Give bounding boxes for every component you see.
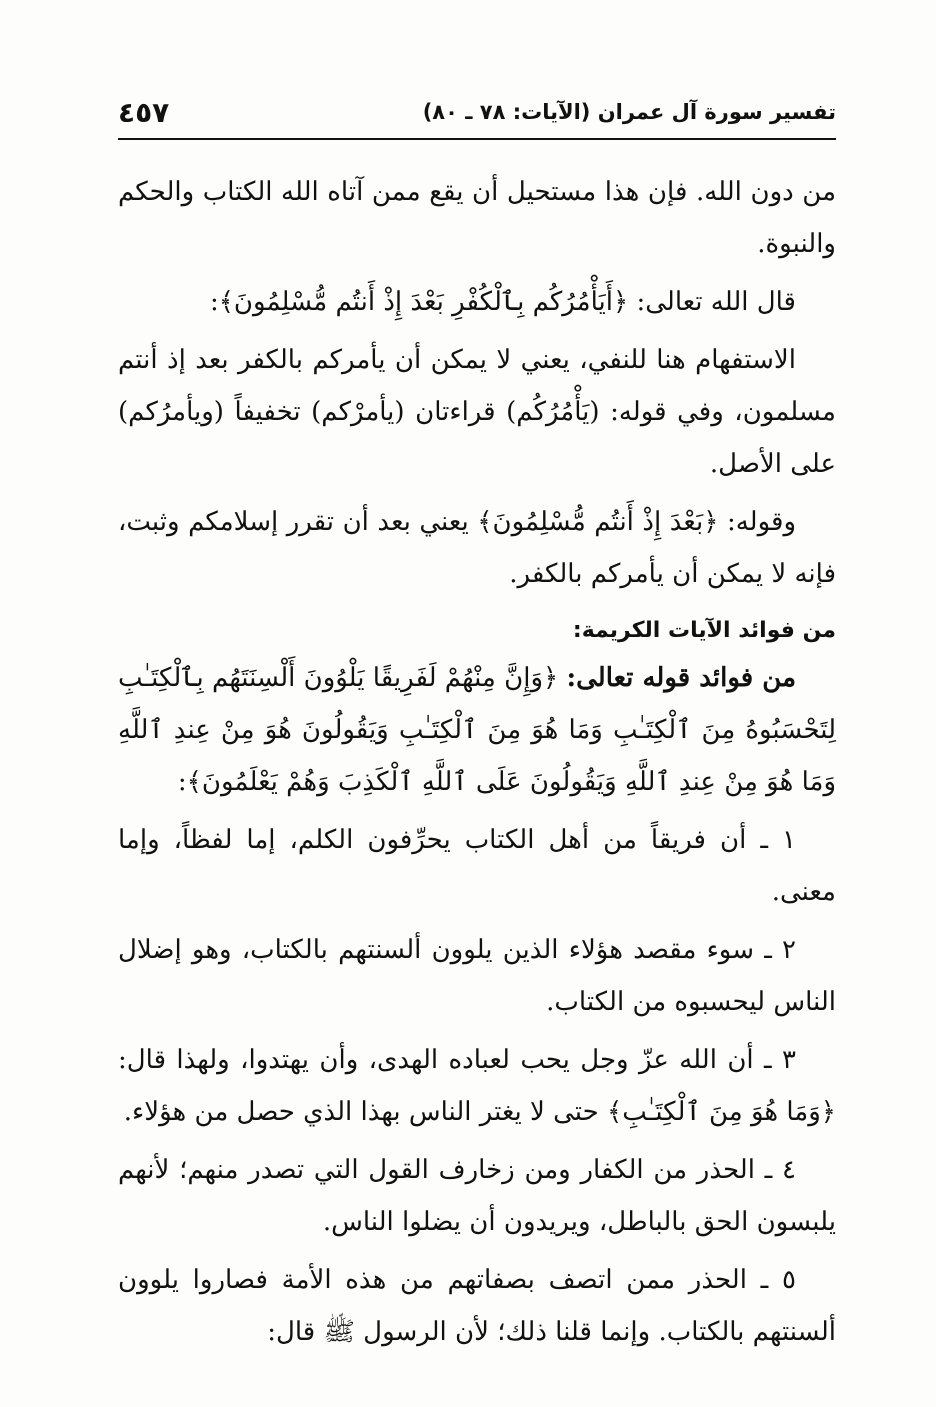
benefit-item-2: ٢ ـ سوء مقصد هؤلاء الذين يلوون ألسنتهم بالكتاب، وهو إضلال الناس ليحسبوه من الكتاب. <box>118 935 836 1017</box>
benefit-item-3 <box>118 1034 836 1138</box>
header-rule <box>118 138 836 140</box>
paragraph-continuation: من دون الله. فإن هذا مستحيل أن يقع ممن آتاه الله الكتاب والحكم والنبوة. <box>118 177 836 259</box>
commentary-intro: وقوله: <box>726 507 797 537</box>
quran-verse: ﴿أَيَأْمُرُكُم بِٱلْكُفْرِ بَعْدَ إِذْ أَنتُم مُّسْلِمُونَ﴾: <box>209 287 629 317</box>
paragraph-commentary <box>118 496 836 600</box>
paragraph-verse-quote <box>118 276 836 328</box>
benefits-intro: من فوائد قوله تعالى: <box>566 663 797 693</box>
paragraph-explanation: الاستفهام هنا للنفي، يعني لا يمكن أن يأمركم بالكفر بعد إذ أنتم مسلمون، وفي قوله: (يَأْمُرُكُم) قراءتان (يأمرْكم) تخفيفاً (ويأمرُكم) على الأصل. <box>118 345 836 479</box>
benefit-item-1: ١ ـ أن فريقاً من أهل الكتاب يحرِّفون الكلم، إما لفظاً، وإما معنى. <box>118 825 836 907</box>
page-number: ٤٥٧ <box>118 95 170 129</box>
quran-verse: ﴿وَإِنَّ مِنْهُمْ لَفَرِيقًا يَلْوُونَ أَلْسِنَتَهُم بِٱلْكِتَـٰبِ لِتَحْسَبُوهُ مِنَ ٱلْكِتَـٰبِ وَمَا هُوَ مِنَ ٱلْكِتَـٰبِ وَيَقُولُونَ هُوَ مِنْ عِندِ ٱللَّهِ وَمَا هُوَ مِنْ عِندِ ٱللَّهِ وَيَقُولُونَ عَلَى ٱللَّهِ ٱلْكَذِبَ وَهُمْ يَعْلَمُونَ﴾: <box>118 663 836 797</box>
benefit-3-intro: ٣ ـ أن الله عزّ وجل يحب لعباده الهدى، وأن يهتدوا، ولهذا قال: <box>118 1045 796 1075</box>
verse-intro: قال الله تعالى: <box>636 287 796 317</box>
quran-verse: ﴿وَمَا هُوَ مِنَ ٱلْكِتَـٰبِ﴾ <box>606 1097 836 1127</box>
commentary-rest: يعني بعد أن تقرر إسلامكم وثبت، فإنه لا يمكن أن يأمركم بالكفر. <box>118 507 836 589</box>
benefit-item-4: ٤ ـ الحذر من الكفار ومن زخارف القول التي تصدر منهم؛ لأنهم يلبسون الحق بالباطل، ويريدون أن يضلوا الناس. <box>118 1155 836 1237</box>
paragraph-benefits-verse <box>118 652 836 808</box>
running-title: تفسير سورة آل عمران (الآيات: ٧٨ ـ ٨٠) <box>422 100 836 124</box>
quran-verse: ﴿بَعْدَ إِذْ أَنتُم مُّسْلِمُونَ﴾ <box>477 507 719 537</box>
section-heading: من فوائد الآيات الكريمة: <box>572 618 836 643</box>
benefit-item-5: ٥ ـ الحذر ممن اتصف بصفاتهم من هذه الأمة فصاروا يلوون ألسنتهم بالكتاب. وإنما قلنا ذلك؛ لأن الرسول ﷺ قال: <box>118 1265 836 1347</box>
page-body <box>118 166 836 1364</box>
page-header <box>118 92 836 132</box>
benefit-3-rest: حتى لا يغتر الناس بهذا الذي حصل من هؤلاء. <box>123 1097 599 1127</box>
